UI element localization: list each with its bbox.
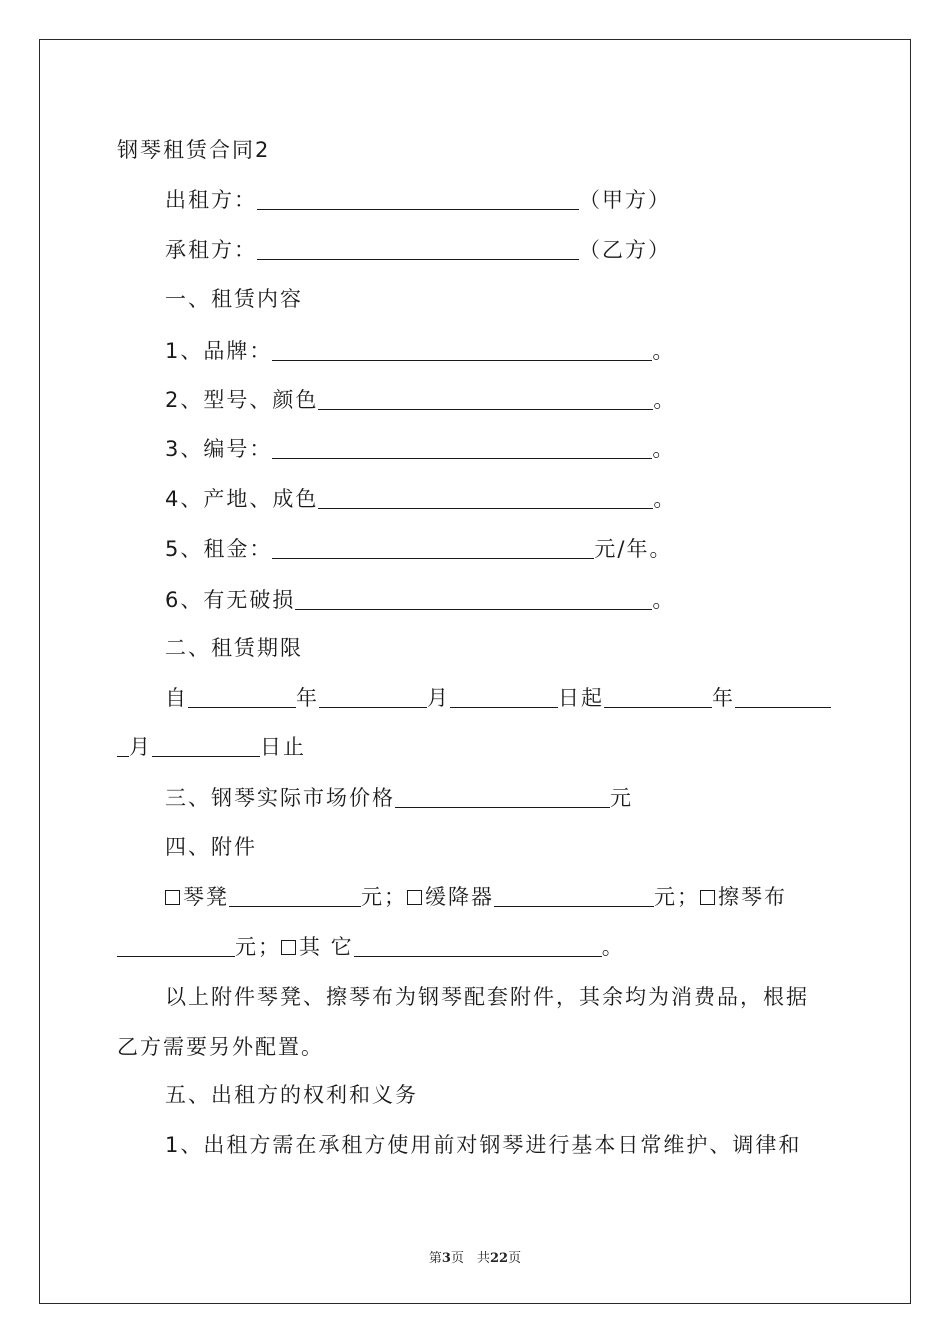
item-serial-label: 3、编号： xyxy=(165,437,273,461)
rent-blank[interactable] xyxy=(272,538,594,559)
damage-blank[interactable] xyxy=(295,589,652,610)
item-rent-unit: 元/年。 xyxy=(594,537,673,561)
term-year: 年 xyxy=(296,686,319,710)
serial-blank[interactable] xyxy=(272,438,652,459)
item-brand-label: 1、品牌： xyxy=(165,339,273,363)
other-checkbox[interactable] xyxy=(281,940,296,955)
attachment-note-line-1: 以上附件琴凳、擦琴布为钢琴配套附件，其余均为消费品，根据 xyxy=(165,985,809,1009)
section3-unit: 元 xyxy=(610,786,633,810)
att-cloth-label: 擦琴布 xyxy=(718,885,787,909)
item-damage-label: 6、有无破损 xyxy=(165,588,296,612)
lessee-line xyxy=(165,235,671,265)
footer-page-prefix: 第 xyxy=(428,1251,442,1266)
cloth-blank[interactable] xyxy=(117,936,235,957)
damper-checkbox[interactable] xyxy=(407,890,422,905)
term-day-end: 日止 xyxy=(260,735,306,759)
att-bench-unit: 元； xyxy=(361,885,407,909)
att-damper-unit: 元； xyxy=(654,885,700,909)
item-model-label: 2、型号、颜色 xyxy=(165,388,319,412)
start-year-blank[interactable] xyxy=(188,687,296,708)
market-price-blank[interactable] xyxy=(395,787,610,808)
item-model xyxy=(165,385,676,415)
section2-heading: 二、租赁期限 xyxy=(165,636,303,660)
model-blank[interactable] xyxy=(318,389,653,410)
term-from: 自 xyxy=(165,686,188,710)
lessor-blank[interactable] xyxy=(257,189,579,210)
att-damper-label: 缓降器 xyxy=(425,885,494,909)
damper-blank[interactable] xyxy=(494,886,654,907)
section4-heading: 四、附件 xyxy=(165,835,257,859)
bench-blank[interactable] xyxy=(229,886,361,907)
section1-heading: 一、租赁内容 xyxy=(165,287,303,311)
lessee-suffix: （乙方） xyxy=(579,238,671,262)
end-month-blank[interactable] xyxy=(735,687,831,708)
start-day-blank[interactable] xyxy=(450,687,558,708)
start-month-blank[interactable] xyxy=(319,687,427,708)
origin-blank[interactable] xyxy=(318,488,653,509)
item-rent-label: 5、租金： xyxy=(165,537,273,561)
bench-checkbox[interactable] xyxy=(165,890,180,905)
end-day-blank[interactable] xyxy=(152,736,260,757)
term-day-start: 日起 xyxy=(558,686,604,710)
end-month-blank-cont[interactable] xyxy=(117,736,129,757)
other-blank[interactable] xyxy=(354,936,602,957)
lessor-line xyxy=(165,185,671,215)
term-month2: 月 xyxy=(129,735,152,759)
brand-blank[interactable] xyxy=(272,340,652,361)
item-rent xyxy=(165,534,672,564)
footer-page-total: 22 xyxy=(489,1251,509,1266)
cloth-checkbox[interactable] xyxy=(700,890,715,905)
term-year-end: 年 xyxy=(712,686,735,710)
item-serial xyxy=(165,434,675,464)
lessee-blank[interactable] xyxy=(257,239,579,260)
section5-item1: 1、出租方需在承租方使用前对钢琴进行基本日常维护、调律和 xyxy=(165,1133,802,1157)
lessor-suffix: （甲方） xyxy=(579,188,671,212)
document-title: 钢琴租赁合同2 xyxy=(117,138,271,162)
term-line-2 xyxy=(117,732,306,762)
footer-page-current: 3 xyxy=(441,1251,451,1266)
item-serial-period: 。 xyxy=(652,437,676,461)
section5-heading: 五、出租方的权利和义务 xyxy=(165,1083,418,1107)
att-other-label: 其 它 xyxy=(299,935,354,959)
item-damage-period: 。 xyxy=(652,588,676,612)
page-border xyxy=(39,39,911,1304)
section3-label: 三、钢琴实际市场价格 xyxy=(165,786,395,810)
att-cloth-unit: 元； xyxy=(235,935,281,959)
item-brand xyxy=(165,336,675,366)
footer-page-mid: 页 共 xyxy=(450,1251,490,1266)
att-bench-label: 琴凳 xyxy=(183,885,229,909)
term-month: 月 xyxy=(427,686,450,710)
attachments-line-1 xyxy=(165,882,787,912)
item-origin xyxy=(165,484,676,514)
lessee-label: 承租方： xyxy=(165,238,257,262)
att-other-period: 。 xyxy=(601,935,625,959)
attachment-note-line-2: 乙方需要另外配置。 xyxy=(117,1035,324,1059)
footer-page-suffix: 页 xyxy=(508,1251,522,1266)
page-footer xyxy=(0,1247,950,1266)
item-brand-period: 。 xyxy=(652,339,676,363)
lessor-label: 出租方： xyxy=(165,188,257,212)
item-origin-label: 4、产地、成色 xyxy=(165,487,319,511)
section3-line xyxy=(165,783,633,813)
item-model-period: 。 xyxy=(653,388,677,412)
end-year-blank[interactable] xyxy=(604,687,712,708)
item-origin-period: 。 xyxy=(653,487,677,511)
item-damage xyxy=(165,585,675,615)
term-line-1 xyxy=(165,683,831,713)
attachments-line-2 xyxy=(117,932,625,962)
